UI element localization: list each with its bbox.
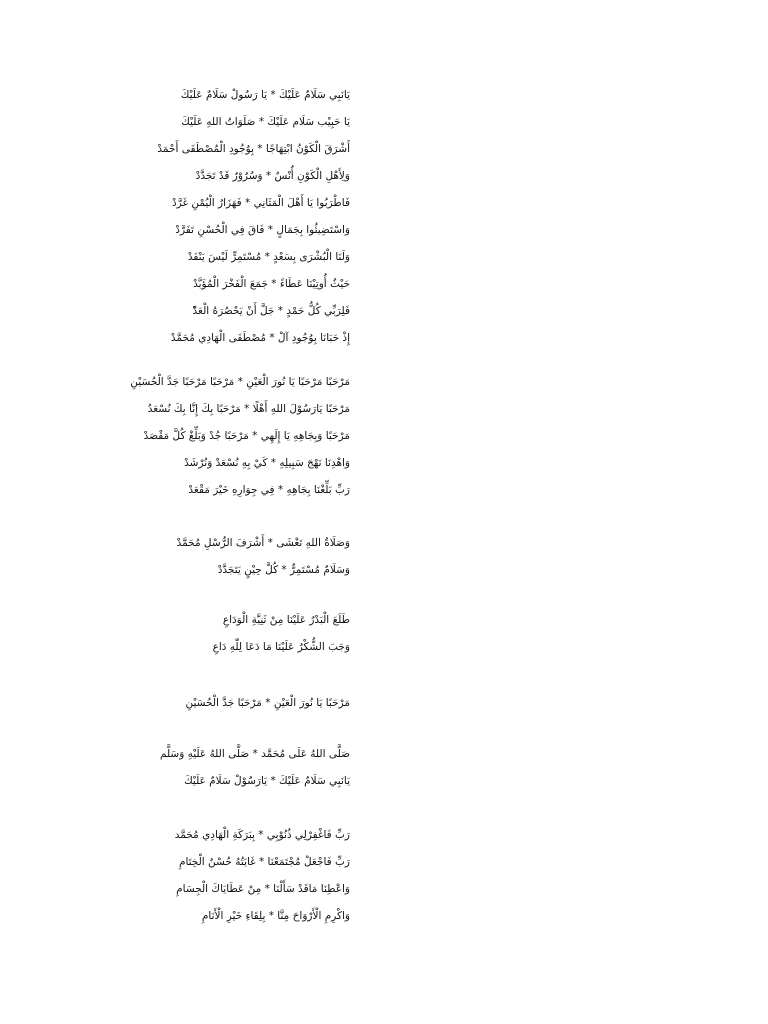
verse-line: حَيْثُ أُوتِيْنَا عَطَاءً * جَمَعَ الْفَخْرَ الْمُؤَبَّدْ	[193, 278, 350, 290]
stanza-5	[90, 690, 350, 717]
stanza-2	[90, 369, 350, 504]
verse-line: وَاهْدِنَا نَهْجَ سَبِيلِهِ * كَيْ بِهِ نُسْعَدْ وَنُرْشَدْ	[184, 457, 350, 469]
verse-line: يَانَبِي سَلَامٌ عَلَيْكَ * يَارَسُوْلْ سَلَامٌ عَلَيْكَ	[184, 775, 350, 787]
verse-line: وَاعْطِنَا مَاقَدْ سَأَلْنَا * مِنْ عَطَايَاكَ الْجِسَامِ	[176, 883, 350, 895]
verse-line: فَاطْرَبُوا يَا أَهْلَ الْمَثَانِي * فَهَزَارُ الْيُمْنِ غَرَّدْ	[172, 197, 350, 209]
verse-line: وَلِأَهْلِ الْكَوْنِ أُنْسٌ * وَسُرُوْرٌ قَدْ تَجَدَّدْ	[195, 170, 350, 182]
verse-line: وَجَبَ الشُّكْرُ عَلَيْنَا مَا دَعَا لِلّٰهِ دَاعِ	[212, 641, 350, 653]
stanza-6	[90, 741, 350, 795]
verse-line: رَبِّ فَاغْفِرْلِي ذُنُوْبِي * بِبَرَكَةِ الْهَادِي مُحَمَّد	[174, 829, 350, 841]
verse-line: صَلَّى اللهُ عَلَى مُحَمَّد * صَلَّى اللهُ عَلَيْهِ وَسَلَّم	[159, 748, 350, 760]
verse-line: يَانَبِي سَلَامٌ عَلَيْكَ * يَا رَسُولْ سَلَامٌ عَلَيْكَ	[180, 89, 350, 101]
verse-line: وَاكْرِمِ الْأَرْوَاحَ مِنَّا * بِلِقَاءِ خَيْرِ الْأَنَامِ	[201, 910, 350, 922]
verse-line: أَشْرَقَ الْكَوْنُ ابْتِهَاجًا * بِوُجُودِ الْمُصْطَفَى أَحْمَدْ	[157, 143, 350, 155]
verse-line: إِذْ حَبَانَا بِوُجُودِ آلْ * مُصْطَفَى الْهَادِي مُحَمَّدْ	[170, 332, 350, 344]
verse-line: يَا حَبِيْب سَلَام عَلَيْكَ * صَلَوَاتُ اللهِ عَلَيْكَ	[181, 116, 350, 128]
verse-line: طَلَعَ الْبَدْرُ عَلَيْنَا مِنْ ثَنِيَّةِ الْوَدَاعِ	[222, 614, 350, 626]
verse-line: رَبِّ فَاجْعَلْ مُجْتَمَعْنَا * غَايَتُهُ حُسْنُ الْخِتَامِ	[178, 856, 350, 868]
verse-line: وَسَلَامٌ مُسْتَمِرٌّ * كُلَّ حِيْنٍ يَتَجَدَّدْ	[217, 564, 350, 576]
stanza-7	[90, 822, 350, 930]
verse-line: مَرْحَبًا يَا نُورَ الْعَيْنِ * مَرْحَبًا جَدَّ الْحُسَيْنِ	[185, 697, 350, 709]
verse-line: وَلَنَا الْبُشْرَى بِسَعْدٍ * مُسْتَمِرٍّ لَيْسَ يَنْفَدْ	[187, 251, 350, 263]
stanza-3	[90, 530, 350, 584]
verse-line: رَبِّ بَلِّغْنَا بِجَاهِهِ * فِي جِوَارِهِ خَيْرَ مَقْعَدْ	[188, 484, 350, 496]
verse-line: مَرْحَبًا يَارَسُوْلَ اللهِ أَهْلًا * مَرْحَبًا بِكَ إِنَّا بِكَ نُسْعَدُ	[147, 403, 350, 415]
stanza-4	[90, 607, 350, 661]
verse-line: مَرْحَبًا مَرْحَبًا يَا نُورَ الْعَيْنِ * مَرْحَبًا مَرْحَبًا جَدَّ الْحُسَيْنِ	[130, 376, 350, 388]
verse-line: فَلِرَبِّي كُلُّ حَمْدٍ * جَلَّ أَنْ يَحْصُرَهُ الْعَدّْ	[192, 305, 350, 317]
stanza-1	[90, 82, 350, 352]
verse-line: وَصَلَاةُ اللهِ تَغْشَى * أَشْرَفَ الرُّسْلِ مُحَمَّدْ	[176, 537, 350, 549]
verse-line: مَرْحَبًا وَبِجَاهِهِ يَا إِلَهِي * مَرْحَبًا جُدْ وَبَلِّغْ كُلَّ مَقْصَدْ	[143, 430, 350, 442]
verse-line: وَاسْتَضِيئُوا بِجَمَالٍ * فَاقَ فِي الْحُسْنِ تَفَرَّدْ	[175, 224, 350, 236]
